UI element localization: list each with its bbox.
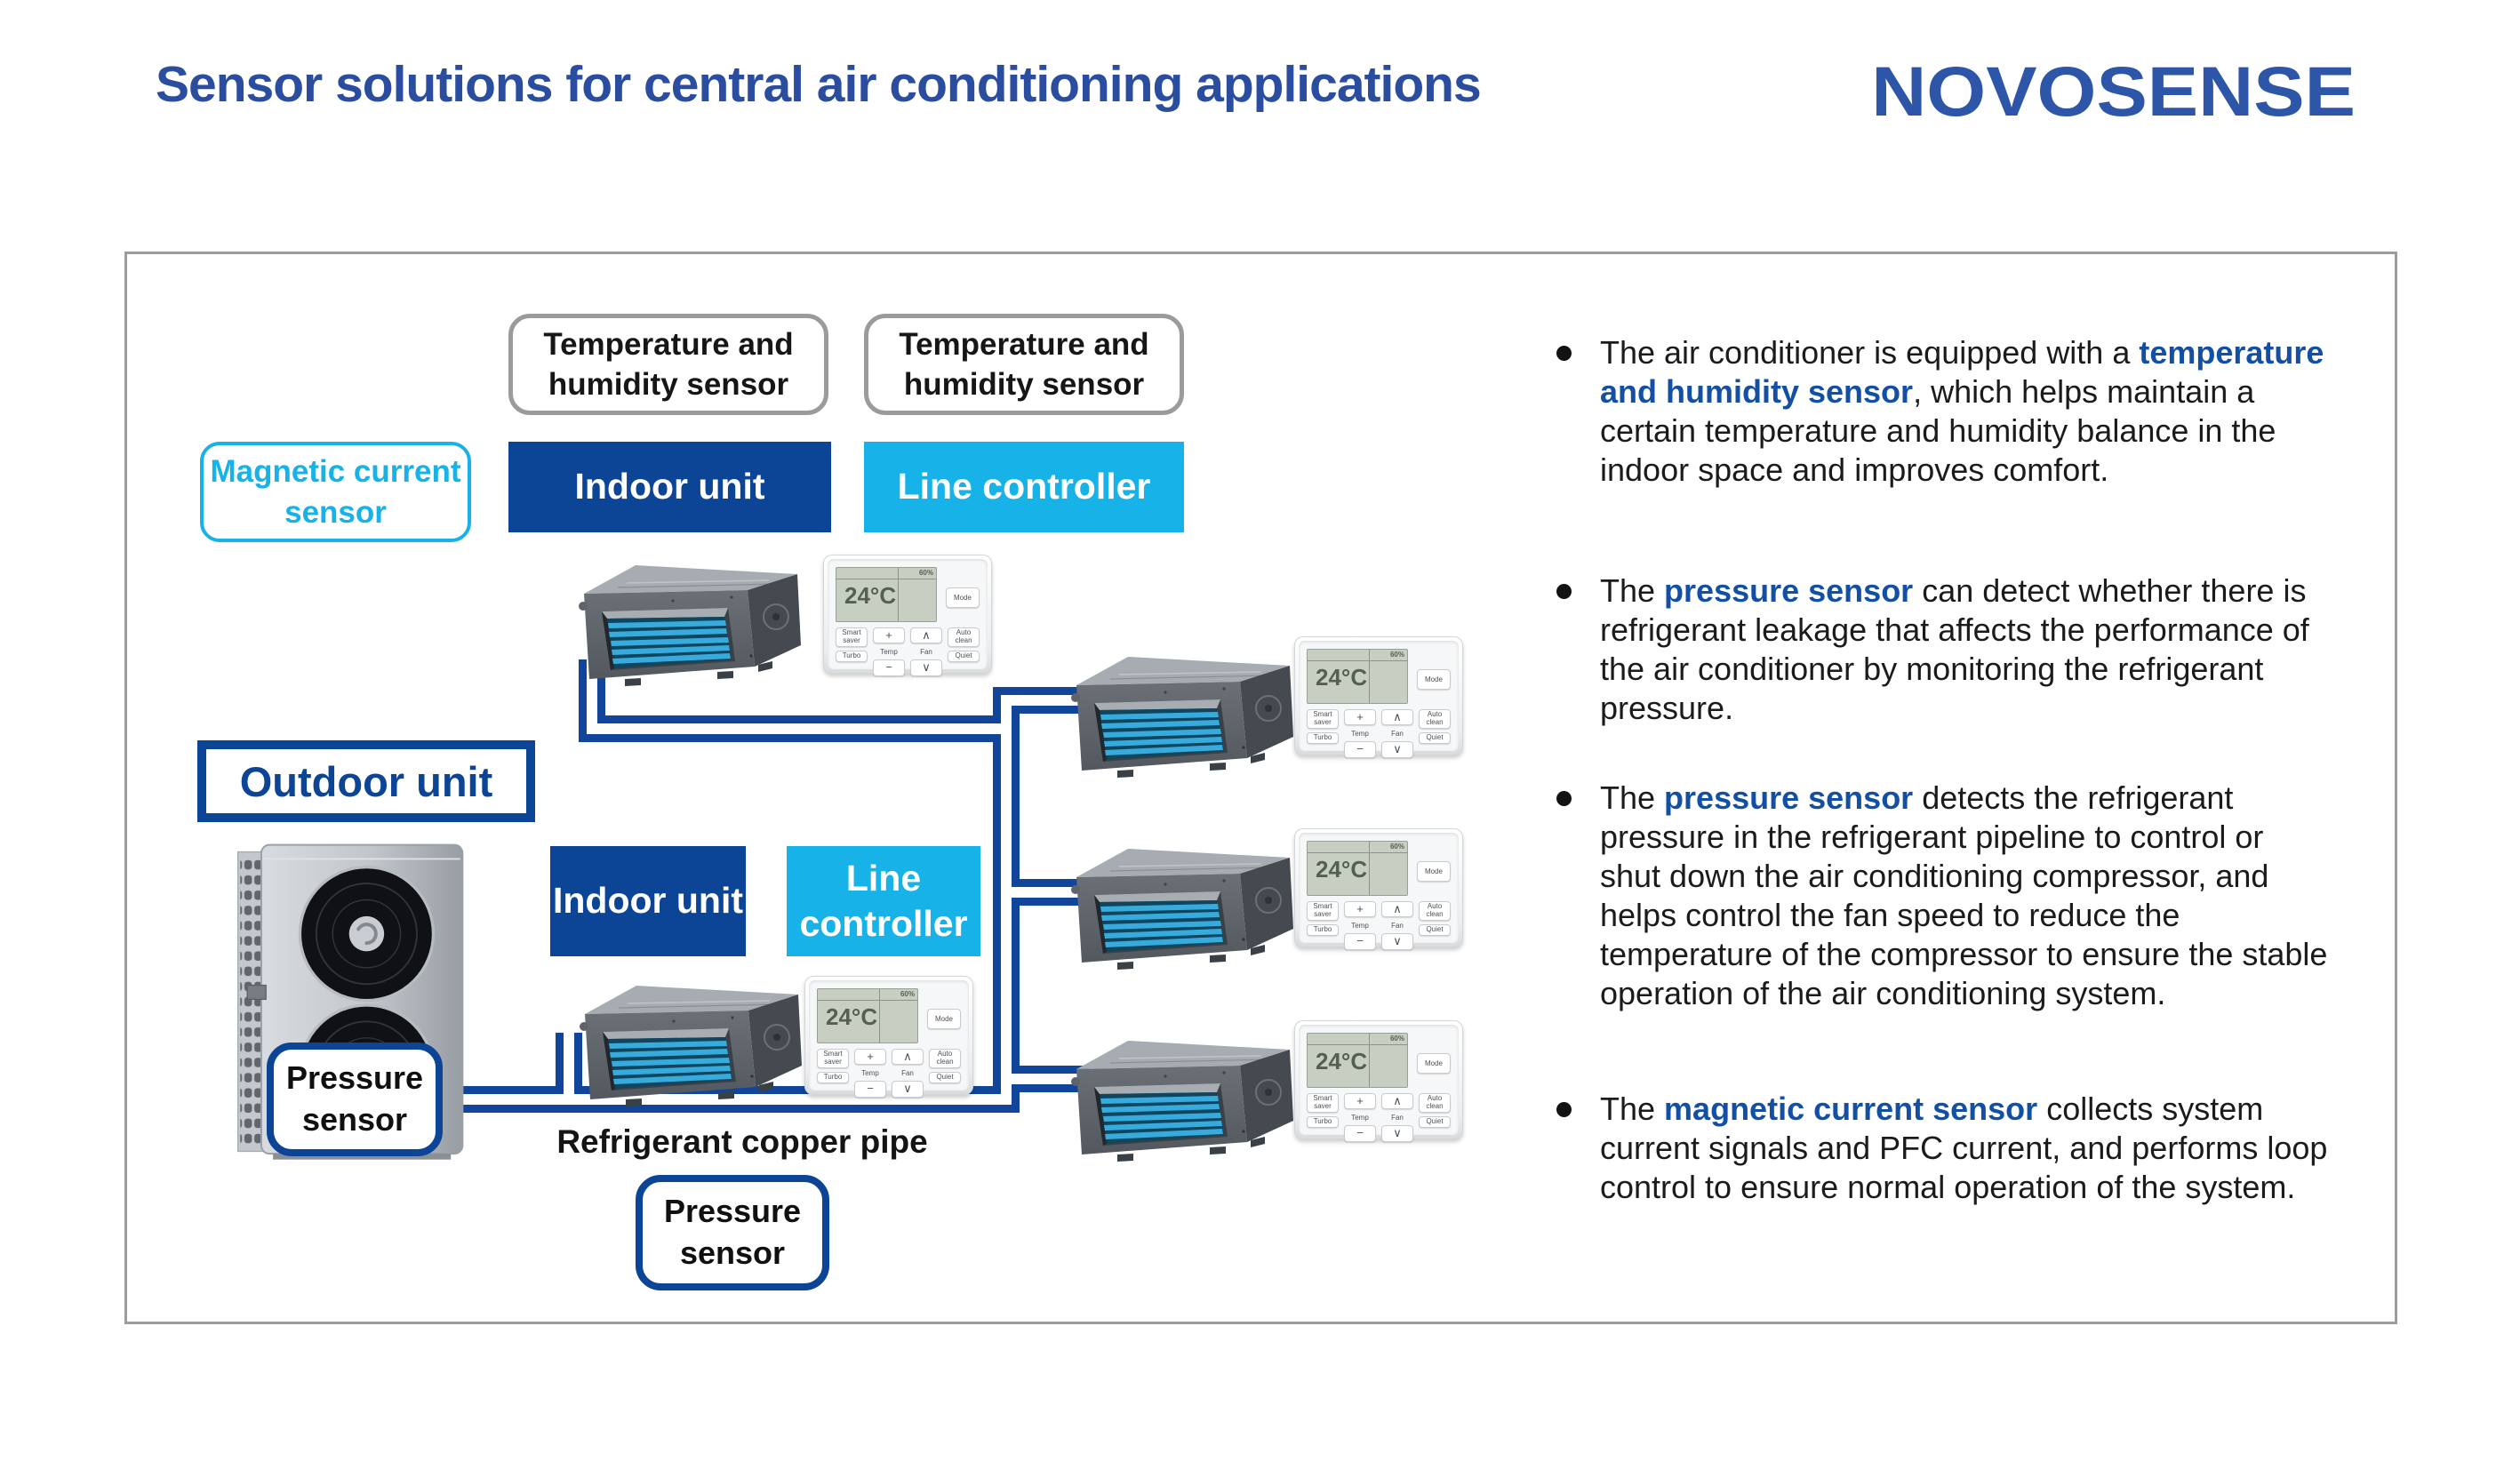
- humidity-readout: 60%: [900, 990, 915, 998]
- temp-plus-button: +: [1344, 709, 1376, 725]
- novosense-logo: NOVOSENSE: [1871, 52, 2356, 132]
- controller-faceplate: [1299, 833, 1459, 948]
- bullet-item: [1551, 571, 2332, 728]
- refrigerant-pipe-label: Refrigerant copper pipe: [556, 1123, 928, 1160]
- fan-up-button: ∧: [1381, 901, 1413, 917]
- humidity-readout: 60%: [1389, 1035, 1404, 1043]
- fan-label: Fan: [1391, 921, 1404, 930]
- controller-screen: [1307, 1033, 1408, 1088]
- temperature-readout: 24°C: [1316, 856, 1368, 883]
- controller-screen: [1307, 841, 1408, 896]
- indoor-unit-image: [576, 973, 804, 1106]
- temp-label: Temp: [1351, 921, 1369, 930]
- temp-label: Temp: [1351, 1113, 1369, 1122]
- smart-saver-button: Smart saver: [836, 627, 868, 647]
- controller-faceplate: [828, 559, 988, 675]
- fan-label: Fan: [1391, 1113, 1404, 1122]
- temperature-readout: 24°C: [1316, 1048, 1368, 1075]
- controller-buttons: [817, 1049, 961, 1096]
- quiet-button: Quiet: [948, 651, 980, 662]
- smart-saver-button: Smart saver: [1307, 1093, 1339, 1113]
- temp-humidity-sensor-label: Temperature and humidity sensor: [864, 314, 1184, 415]
- humidity-readout: 60%: [918, 569, 933, 577]
- indoor-unit-image: [1068, 836, 1295, 970]
- auto-clean-button: Auto clean: [948, 627, 980, 647]
- mode-button: Mode: [1417, 861, 1451, 882]
- turbo-button: Turbo: [817, 1072, 849, 1083]
- line-controller-device: [823, 555, 992, 674]
- temp-plus-button: +: [1344, 901, 1376, 917]
- bullet-text: The pressure sensor detects the refrigerant pressure in the refrigerant pipeline to control or shut down the air conditioning compressor, and helps control the fan speed to reduce the temperature of the compressor to ensure the stable operation of the air conditioning system.: [1600, 779, 2328, 1011]
- fan-up-button: ∧: [1381, 1093, 1413, 1109]
- bullet-dot-icon: [1556, 791, 1572, 806]
- line-controller-device: [1294, 828, 1463, 947]
- temp-plus-button: +: [873, 627, 905, 643]
- indoor-unit-label: Indoor unit: [550, 846, 746, 956]
- smart-saver-button: Smart saver: [1307, 901, 1339, 921]
- bullet-dot-icon: [1556, 1102, 1572, 1117]
- fan-up-button: ∧: [910, 627, 942, 643]
- fan-down-button: ∨: [910, 659, 942, 675]
- temp-minus-button: −: [854, 1081, 886, 1097]
- turbo-button: Turbo: [1307, 924, 1339, 936]
- quiet-button: Quiet: [1419, 924, 1451, 936]
- indoor-unit-label: Indoor unit: [508, 442, 831, 532]
- controller-faceplate: [1299, 1025, 1459, 1140]
- temperature-readout: 24°C: [826, 1003, 878, 1030]
- temp-humidity-sensor-label: Temperature and humidity sensor: [508, 314, 828, 415]
- bullet-item: [1551, 1090, 2332, 1207]
- magnetic-current-sensor-label: Magnetic current sensor: [200, 442, 471, 542]
- controller-faceplate: [809, 980, 969, 1096]
- pressure-sensor-label: Pressure sensor: [636, 1175, 829, 1290]
- controller-buttons: [836, 627, 980, 675]
- bullet-text: The magnetic current sensor collects system current signals and PFC current, and performs loop control to ensure normal operation of the system.: [1600, 1091, 2328, 1205]
- indoor-unit-image: [575, 553, 803, 686]
- controller-screen: [836, 567, 937, 622]
- temp-minus-button: −: [1344, 1125, 1376, 1141]
- fan-down-button: ∨: [1381, 933, 1413, 949]
- temp-minus-button: −: [1344, 933, 1376, 949]
- auto-clean-button: Auto clean: [929, 1049, 961, 1068]
- line-controller-label: Line controller: [787, 846, 980, 956]
- quiet-button: Quiet: [1419, 732, 1451, 744]
- quiet-button: Quiet: [1419, 1116, 1451, 1128]
- controller-screen: [1307, 649, 1408, 704]
- controller-faceplate: [1299, 641, 1459, 756]
- controller-buttons: [1307, 709, 1451, 756]
- fan-label: Fan: [901, 1068, 914, 1077]
- bullet-dot-icon: [1556, 346, 1572, 361]
- turbo-button: Turbo: [1307, 732, 1339, 744]
- fan-up-button: ∧: [1381, 709, 1413, 725]
- line-controller-device: [804, 976, 973, 1095]
- mode-button: Mode: [946, 587, 980, 608]
- temp-plus-button: +: [1344, 1093, 1376, 1109]
- temperature-readout: 24°C: [1316, 664, 1368, 691]
- fan-down-button: ∨: [1381, 1125, 1413, 1141]
- turbo-button: Turbo: [836, 651, 868, 662]
- outdoor-unit-label: Outdoor unit: [197, 740, 535, 822]
- auto-clean-button: Auto clean: [1419, 1093, 1451, 1113]
- bullet-text: The pressure sensor can detect whether there is refrigerant leakage that affects the performance of the air conditioner by monitoring the refrigerant pressure.: [1600, 572, 2309, 726]
- turbo-button: Turbo: [1307, 1116, 1339, 1128]
- humidity-readout: 60%: [1389, 651, 1404, 659]
- humidity-readout: 60%: [1389, 843, 1404, 851]
- page-title: Sensor solutions for central air conditioning applications: [156, 56, 1481, 113]
- quiet-button: Quiet: [929, 1072, 961, 1083]
- fan-label: Fan: [1391, 729, 1404, 738]
- controller-buttons: [1307, 901, 1451, 948]
- fan-label: Fan: [920, 647, 932, 656]
- line-controller-device: [1294, 1020, 1463, 1139]
- fan-up-button: ∧: [892, 1049, 924, 1065]
- smart-saver-button: Smart saver: [1307, 709, 1339, 729]
- pressure-sensor-label: Pressure sensor: [267, 1043, 443, 1156]
- temp-plus-button: +: [854, 1049, 886, 1065]
- fan-down-button: ∨: [892, 1081, 924, 1097]
- temp-minus-button: −: [1344, 741, 1376, 757]
- bullet-item: [1551, 333, 2332, 490]
- controller-buttons: [1307, 1093, 1451, 1140]
- auto-clean-button: Auto clean: [1419, 901, 1451, 921]
- controller-screen: [817, 988, 918, 1043]
- smart-saver-button: Smart saver: [817, 1049, 849, 1068]
- mode-button: Mode: [927, 1009, 961, 1029]
- bullet-item: [1551, 779, 2332, 1013]
- temperature-readout: 24°C: [844, 582, 897, 609]
- line-controller-device: [1294, 636, 1463, 755]
- bullet-text: The air conditioner is equipped with a temperature and humidity sensor, which helps maintain a certain temperature and humidity balance in the indoor space and improves comfort.: [1600, 334, 2324, 488]
- temp-label: Temp: [880, 647, 898, 656]
- fan-down-button: ∨: [1381, 741, 1413, 757]
- bullet-dot-icon: [1556, 584, 1572, 599]
- temp-label: Temp: [1351, 729, 1369, 738]
- mode-button: Mode: [1417, 1053, 1451, 1074]
- auto-clean-button: Auto clean: [1419, 709, 1451, 729]
- indoor-unit-image: [1068, 644, 1295, 778]
- indoor-unit-image: [1068, 1028, 1295, 1162]
- mode-button: Mode: [1417, 669, 1451, 690]
- line-controller-label: Line controller: [864, 442, 1184, 532]
- temp-label: Temp: [861, 1068, 879, 1077]
- temp-minus-button: −: [873, 659, 905, 675]
